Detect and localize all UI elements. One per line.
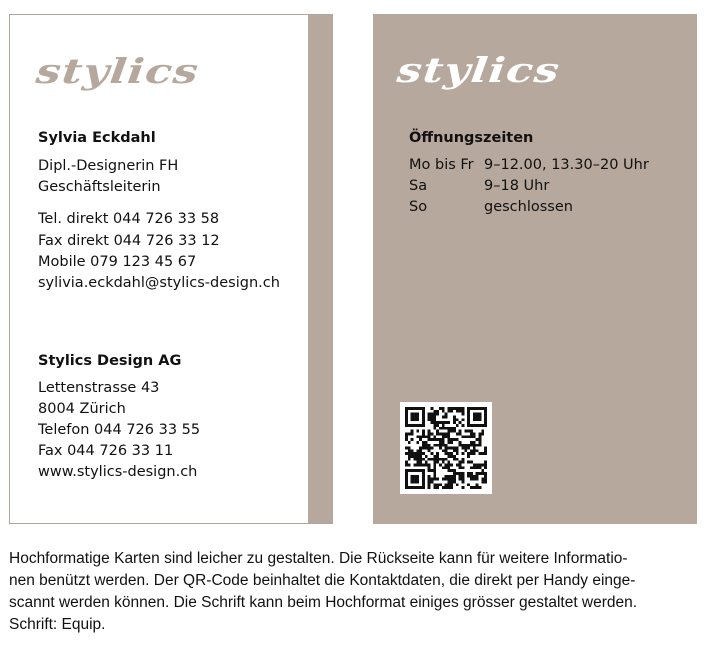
card-front-white-panel	[10, 15, 308, 523]
contact-line: Mobile 079 123 45 67	[38, 254, 197, 270]
job-title-line: Dipl.-Designerin FH	[38, 158, 179, 174]
caption-line: nen benützt werden. Der QR-Code beinhaltet die Kontaktdaten, die direkt per Handy einge-	[9, 572, 636, 589]
hours-row	[409, 176, 649, 197]
qr-code-icon	[400, 402, 492, 494]
hours-time: geschlossen	[484, 199, 573, 215]
business-card-front	[9, 14, 333, 524]
caption-text	[9, 548, 703, 636]
contact-line: Fax direkt 044 726 33 12	[38, 233, 220, 249]
hours-day: Mo bis Fr	[409, 157, 474, 173]
caption-line: scannt werden können. Die Schrift kann beim Hochformat einiges grösser gestaltet werden.	[9, 594, 638, 611]
opening-hours-title: Öffnungszeiten	[409, 130, 534, 146]
hours-time: 9–18 Uhr	[484, 178, 550, 194]
contact-line: Tel. direkt 044 726 33 58	[38, 211, 220, 227]
stylics-logo: stylics	[34, 51, 201, 92]
hours-day: So	[409, 199, 428, 215]
business-card-back	[373, 14, 697, 524]
caption-line: Hochformatige Karten sind leicher zu gestalten. Die Rückseite kann für weitere Informatio-	[9, 550, 628, 567]
person-name: Sylvia Eckdahl	[38, 130, 156, 146]
website-line: www.stylics-design.ch	[38, 464, 198, 480]
job-title-line: Geschäftsleiterin	[38, 179, 161, 195]
email-line: sylivia.eckdahl@stylics-design.ch	[38, 275, 280, 291]
hours-time: 9–12.00, 13.30–20 Uhr	[484, 157, 649, 173]
fax-line: Fax 044 726 33 11	[38, 443, 174, 459]
opening-hours-table	[409, 155, 649, 218]
hours-row	[409, 155, 649, 176]
address-line: Lettenstrasse 43	[38, 380, 160, 396]
qr-code-graphic	[405, 407, 487, 489]
address-line: 8004 Zürich	[38, 401, 126, 417]
company-name: Stylics Design AG	[38, 353, 182, 369]
stylics-logo: stylics	[395, 50, 562, 91]
hours-row	[409, 197, 649, 218]
caption-line: Schrift: Equip.	[9, 616, 106, 633]
phone-line: Telefon 044 726 33 55	[38, 422, 201, 438]
hours-day: Sa	[409, 178, 428, 194]
